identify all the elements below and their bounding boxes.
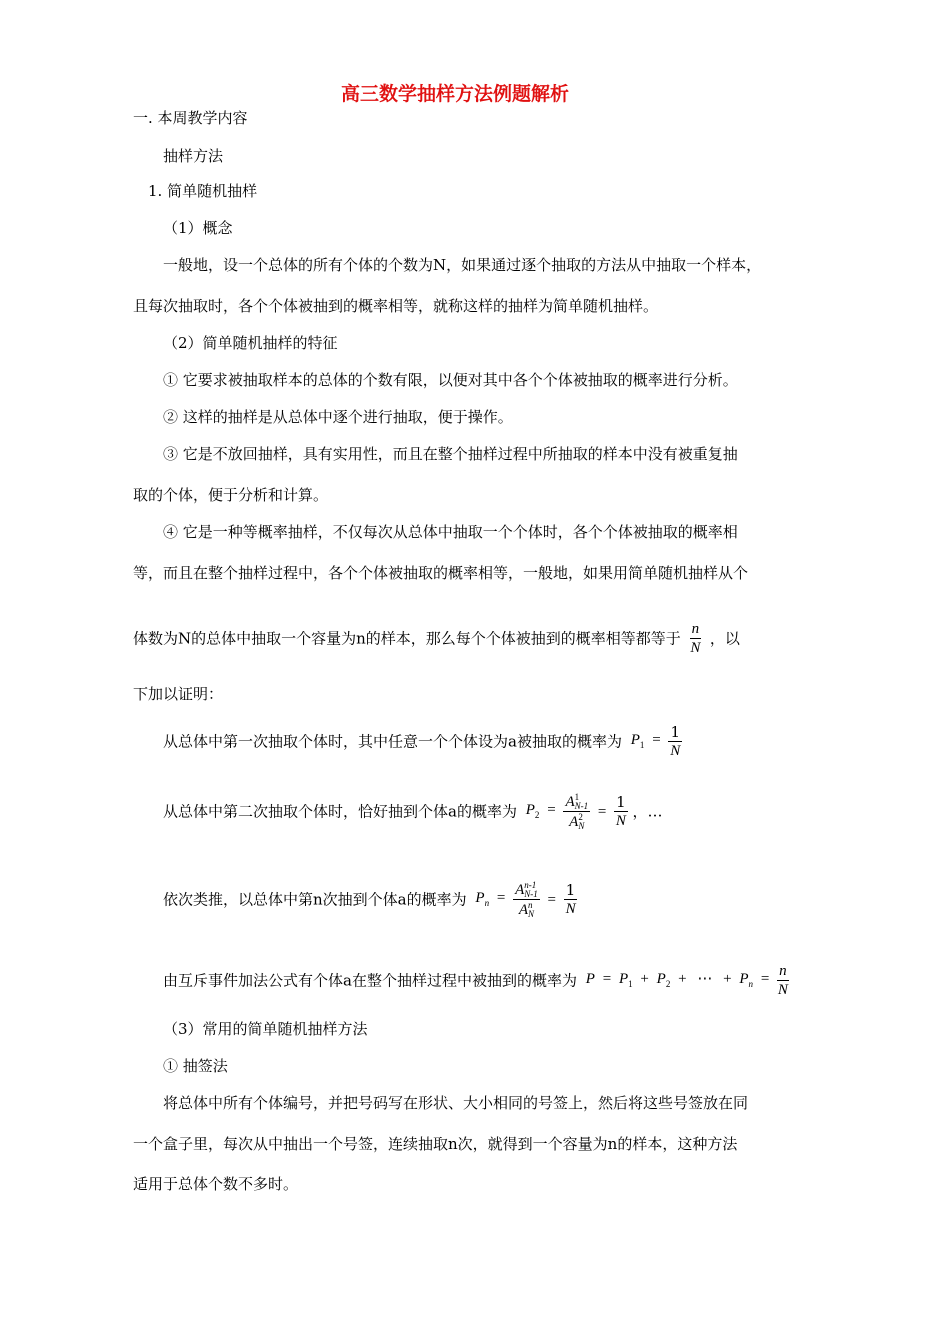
fraction-permutation bbox=[563, 792, 590, 831]
superscript: 1 bbox=[574, 792, 580, 802]
paragraph-line: 适用于总体个数不多时。 bbox=[133, 1175, 299, 1193]
equals-sign: = bbox=[547, 801, 556, 818]
paragraph-line: 取的个体，便于分析和计算。 bbox=[133, 486, 329, 504]
superscript: 2 bbox=[578, 812, 583, 822]
fraction-denominator: N bbox=[670, 743, 681, 759]
equals-sign: = bbox=[602, 970, 612, 987]
proof-text: 从总体中第一次抽取个体时，其中任意一个个体设为a被抽取的概率为 bbox=[163, 732, 622, 751]
formula-p2 bbox=[526, 800, 564, 818]
fraction-numerator bbox=[513, 880, 540, 900]
equals-sign: = bbox=[597, 803, 607, 820]
proof-text: 由互斥事件加法公式有个体a在整个抽样过程中被抽到的概率为 bbox=[163, 971, 577, 990]
subscript: N-1 bbox=[574, 801, 589, 811]
plus-sign: + bbox=[678, 970, 687, 987]
proof-line-4 bbox=[163, 962, 789, 999]
fraction-numerator: n bbox=[779, 963, 787, 979]
fraction-n-over-N bbox=[690, 620, 702, 657]
superscript: n bbox=[528, 900, 533, 910]
fraction-1-over-N bbox=[668, 723, 682, 760]
subscript: 2 bbox=[534, 809, 540, 820]
paragraph-line: 一般地，设一个总体的所有个体的个数为N，如果通过逐个抽取的方法从中抽取一个样本， bbox=[163, 256, 762, 274]
proof-line-2 bbox=[163, 792, 662, 831]
subscript: N bbox=[528, 909, 535, 919]
subscript: N bbox=[578, 821, 585, 831]
subscript: 1 bbox=[628, 978, 633, 989]
paragraph-line: 等，而且在整个抽样过程中，各个个体被抽取的概率相等，一般地，如果用简单随机抽样从个 bbox=[133, 564, 749, 582]
subscript: 2 bbox=[665, 978, 671, 989]
plus-sign: + bbox=[640, 970, 649, 987]
paragraph-line: 将总体中所有个体编号，并把号码写在形状、大小相同的号签上，然后将这些号签放在同 bbox=[163, 1094, 749, 1112]
subscript: N-1 bbox=[524, 889, 538, 899]
paragraph-text: 体数为N的总体中抽取一个容量为n的样本，那么每个个体被抽到的概率相等都等于 bbox=[133, 629, 681, 648]
symbol-a: A bbox=[569, 814, 579, 830]
fraction-numerator: 1 bbox=[565, 881, 576, 899]
plus-sign: + bbox=[723, 970, 732, 987]
symbol-p: P bbox=[475, 889, 485, 906]
equals-sign: = bbox=[760, 970, 770, 987]
feature-item: ③ 它是不放回抽样，具有实用性，而且在整个抽样过程中所抽取的样本中没有被重复抽 bbox=[163, 445, 738, 463]
proof-text: 从总体中第二次抽取个体时，恰好抽到个体a的概率为 bbox=[163, 802, 517, 821]
formula-sum bbox=[586, 969, 777, 987]
formula-pn bbox=[475, 888, 513, 906]
fraction-numerator: 1 bbox=[616, 793, 626, 811]
subscript: 1 bbox=[639, 739, 645, 750]
page-title: 高三数学抽样方法例题解析 bbox=[341, 83, 570, 105]
subscript: n bbox=[484, 897, 490, 908]
symbol-p: P bbox=[739, 970, 749, 987]
feature-item: ① 它要求被抽取样本的总体的个数有限，以便对其中各个个体被抽取的概率进行分析。 bbox=[163, 371, 738, 389]
subheading-features: （2）简单随机抽样的特征 bbox=[163, 334, 338, 352]
feature-item: ④ 它是一种等概率抽样，不仅每次从总体中抽取一个个体时，各个个体被抽取的概率相 bbox=[163, 523, 738, 541]
heading-section: 一. 本周教学内容 bbox=[133, 109, 248, 127]
fraction-denominator bbox=[513, 900, 540, 919]
fraction-numerator bbox=[563, 792, 590, 812]
fraction-n-over-N bbox=[777, 962, 789, 999]
feature-item: ② 这样的抽样是从总体中逐个进行抽取，便于操作。 bbox=[163, 408, 513, 426]
symbol-p: P bbox=[618, 970, 629, 987]
paragraph-line: 下加以证明： bbox=[133, 685, 224, 703]
proof-text: ，… bbox=[632, 802, 663, 821]
symbol-p: P bbox=[630, 731, 640, 748]
symbol-p: P bbox=[656, 970, 666, 987]
subscript: n bbox=[748, 978, 754, 989]
fraction-1-over-N bbox=[614, 793, 628, 830]
paragraph-text: ，以 bbox=[709, 629, 740, 648]
equals-sign: = bbox=[547, 891, 557, 908]
fraction-numerator: 1 bbox=[670, 723, 680, 741]
section-heading: 1. 简单随机抽样 bbox=[148, 182, 258, 200]
subheading-concept: （1）概念 bbox=[163, 219, 233, 237]
method-heading: ① 抽签法 bbox=[163, 1057, 228, 1075]
symbol-a: A bbox=[565, 794, 575, 810]
equals-sign: = bbox=[652, 731, 661, 748]
symbol-a: A bbox=[518, 902, 528, 918]
fraction-denominator: N bbox=[565, 901, 576, 917]
fraction-1-over-N bbox=[564, 881, 578, 918]
fraction-denominator: N bbox=[615, 813, 626, 829]
proof-line-3 bbox=[163, 880, 577, 919]
symbol-p: P bbox=[585, 970, 595, 987]
proof-text: 依次类推，以总体中第n次抽到个体a的概率为 bbox=[163, 890, 467, 909]
paragraph-line: 一个盒子里，每次从中抽出一个号签，连续抽取n次，就得到一个容量为n的样本，这种方法 bbox=[133, 1135, 738, 1153]
subheading-methods: （3）常用的简单随机抽样方法 bbox=[163, 1020, 368, 1038]
topic-heading: 抽样方法 bbox=[163, 147, 224, 165]
fraction-denominator bbox=[563, 812, 590, 831]
fraction-denominator: N bbox=[777, 982, 788, 998]
fraction-permutation bbox=[513, 880, 540, 919]
superscript: n-1 bbox=[524, 880, 537, 890]
fraction-numerator: n bbox=[691, 621, 700, 637]
paragraph-line-with-formula bbox=[133, 620, 740, 657]
paragraph-line: 且每次抽取时，各个个体被抽到的概率相等，就称这样的抽样为简单随机抽样。 bbox=[133, 297, 659, 315]
equals-sign: = bbox=[496, 889, 506, 906]
symbol-p: P bbox=[525, 801, 535, 818]
proof-line-1 bbox=[163, 723, 682, 760]
symbol-a: A bbox=[515, 882, 525, 898]
ellipsis: ⋯ bbox=[697, 970, 713, 987]
fraction-denominator: N bbox=[690, 640, 701, 656]
formula-p1 bbox=[631, 730, 669, 748]
